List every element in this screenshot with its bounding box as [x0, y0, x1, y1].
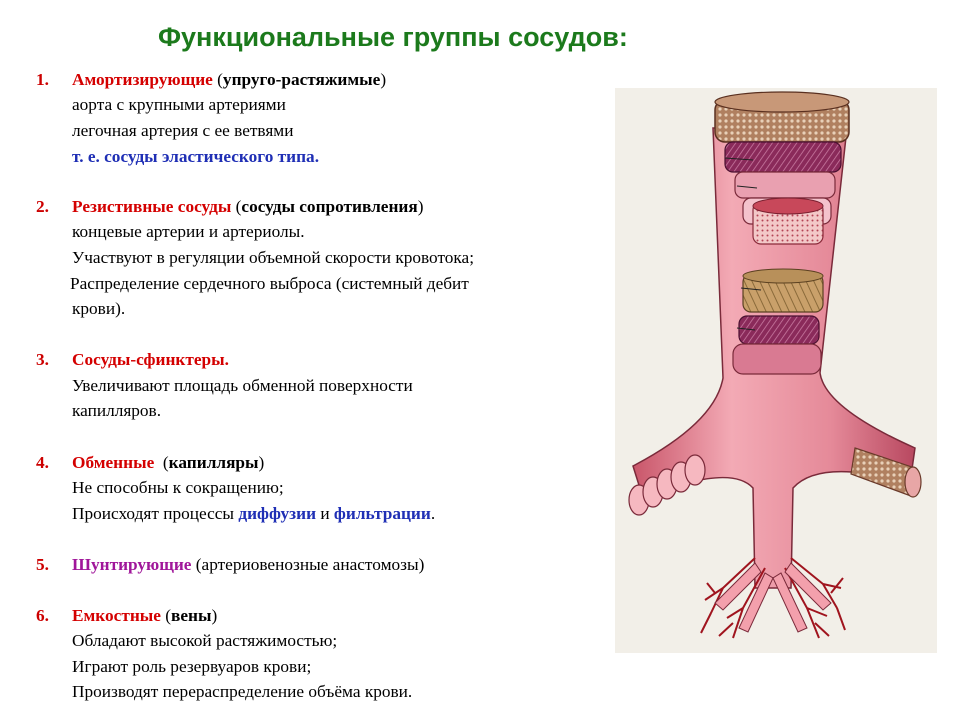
vessel-drawing: [615, 88, 937, 653]
item-1-paren-close: ): [380, 70, 387, 89]
item-4-process-and: и: [316, 504, 334, 523]
item-1-qualifier: упруго-растяжимые: [222, 70, 381, 89]
item-5-rest: (артериовенозные анастомозы): [191, 555, 425, 574]
item-6-line-1: Обладают высокой растяжимостью;: [72, 631, 338, 650]
item-2-line-3: Распределение сердечного выброса (системный дебит: [70, 274, 469, 293]
slide-title: Функциональные группы сосудов:: [158, 22, 628, 52]
item-1-line-1: аорта с крупными артериями: [72, 95, 286, 114]
item-6-line-2: Играют роль резервуаров крови;: [72, 657, 312, 676]
layer-muscle: [725, 142, 841, 172]
item-2-name: Резистивные сосуды: [72, 197, 232, 216]
item-2-number: 2.: [36, 197, 49, 216]
item-1-heading: [72, 70, 386, 90]
item-4-paren-close: ): [258, 453, 265, 472]
item-4-name: Обменные: [72, 453, 155, 472]
item-1-note: т. е. сосуды эластического типа.: [72, 147, 320, 166]
item-6-heading: [72, 606, 217, 626]
item-2-paren-open: (: [231, 197, 242, 216]
item-4-process-diffusion: диффузии: [238, 504, 317, 523]
item-6-number: 6.: [36, 606, 49, 625]
item-5-name: Шунтирующие: [72, 555, 192, 574]
layer-intima: [753, 198, 823, 244]
item-4-process-line: [72, 504, 435, 524]
item-4-process-filtration: фильтрации: [333, 504, 431, 523]
item-6-name: Емкостные: [72, 606, 161, 625]
item-2-line-4: крови).: [72, 299, 126, 318]
item-1-paren-open: (: [212, 70, 223, 89]
item-1-number: 1.: [36, 70, 49, 89]
item-2-paren-close: ): [417, 197, 424, 216]
layer-adventitia: [715, 92, 849, 142]
item-6-paren-open: (: [160, 606, 172, 625]
item-4-heading: [72, 453, 264, 473]
item-4-process-prefix: Происходят процессы: [72, 504, 239, 523]
item-2-line-1: концевые артерии и артериолы.: [72, 222, 305, 241]
item-4-number: 4.: [36, 453, 49, 472]
item-6-qualifier: вены: [171, 606, 212, 625]
item-4-line-1: Не способны к сокращению;: [72, 478, 284, 497]
item-4-process-end: .: [430, 504, 436, 523]
item-6-paren-close: ): [211, 606, 218, 625]
item-6-line-3: Производят перераспределение объёма крови.: [72, 682, 413, 701]
item-1-line-2: легочная артерия с ее ветвями: [72, 121, 294, 140]
layer-lower-elastic: [733, 344, 821, 374]
item-1-name: Амортизирующие: [72, 70, 213, 89]
item-3-line-1: Увеличивают площадь обменной поверхности: [72, 376, 413, 395]
vessel-illustration: [615, 88, 937, 653]
layer-elastic-1: [735, 172, 835, 198]
item-3-line-2: капилляров.: [72, 401, 162, 420]
item-3-name: Сосуды-сфинктеры.: [72, 350, 229, 369]
item-4-paren-open: (: [154, 453, 169, 472]
item-2-line-2: Участвуют в регуляции объемной скорости кровотока;: [72, 248, 475, 267]
item-2-heading: [72, 197, 424, 217]
item-4-qualifier: капилляры: [168, 453, 259, 472]
item-5-heading: [72, 555, 424, 575]
item-5-number: 5.: [36, 555, 49, 574]
layer-fibrous: [743, 269, 823, 312]
item-2-qualifier: сосуды сопротивления: [241, 197, 418, 216]
item-3-number: 3.: [36, 350, 49, 369]
